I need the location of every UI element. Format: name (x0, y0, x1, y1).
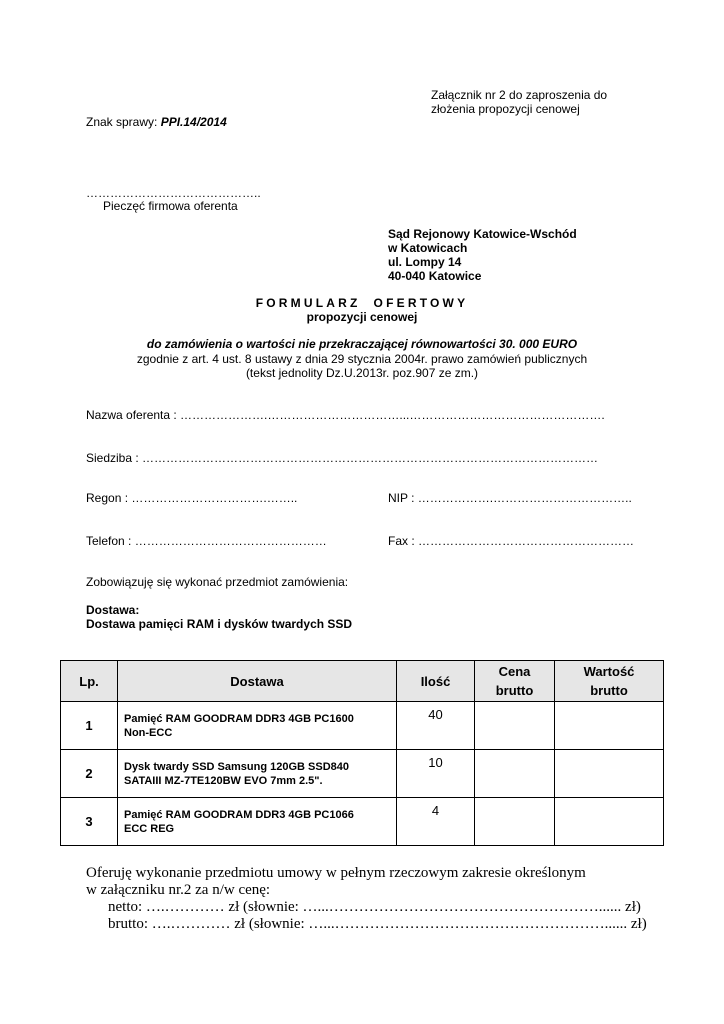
row-quantity: 40 (397, 702, 475, 750)
row-value-cell[interactable] (555, 702, 664, 750)
attachment-note-line2: złożenia propozycji cenowej (431, 102, 580, 116)
table-row (61, 702, 664, 750)
header-dostawa: Dostawa (118, 661, 397, 702)
row-description-line1: Pamięć RAM GOODRAM DDR3 4GB PC1600 (124, 712, 354, 725)
row-description-line1: Dysk twardy SSD Samsung 120GB SSD840 (124, 760, 349, 773)
offer-statement-line2: w załączniku nr.2 za n/w cenę: (86, 882, 271, 898)
row-price-cell[interactable] (475, 702, 555, 750)
form-subtitle: propozycji cenowej (306, 310, 418, 324)
gross-price-field[interactable]: brutto: ….………… zł (słownie: …...………………………………………………...... zł) (108, 916, 647, 932)
legal-basis-line1: zgodnie z art. 4 ust. 8 ustawy z dnia 29 stycznia 2004r. prawo zamówień publicznych (136, 352, 588, 366)
row-lp: 1 (61, 702, 118, 750)
table-row (61, 798, 664, 846)
bidder-name-field[interactable]: Nazwa oferenta : ………………….……………………………...…………………………………………. (86, 408, 605, 422)
regon-field[interactable]: Regon : …………………………….…….. (86, 491, 298, 505)
phone-field[interactable]: Telefon : ………………………………………… (86, 534, 327, 548)
row-description-line2: SATAIII MZ-7TE120BW EVO 7mm 2.5". (124, 774, 323, 787)
header-cena-line2: brutto (495, 683, 534, 698)
row-price-cell[interactable] (475, 798, 555, 846)
recipient-line3: ul. Lompy 14 (388, 255, 462, 269)
recipient-line4: 40-040 Katowice (388, 269, 482, 283)
row-description (118, 750, 397, 798)
stamp-label: Pieczęć firmowa oferenta (103, 199, 238, 213)
form-title: FORMULARZ OFERTOWY (255, 296, 469, 310)
offer-table (60, 660, 664, 846)
row-value-cell[interactable] (555, 798, 664, 846)
offer-statement-line1: Oferuję wykonanie przedmiotu umowy w pełnym rzeczowym zakresie określonym (86, 865, 586, 881)
recipient-line1: Sąd Rejonowy Katowice-Wschód (388, 227, 577, 241)
case-reference (86, 115, 227, 129)
legal-basis-line2: (tekst jednolity Dz.U.2013r. poz.907 ze zm.) (245, 366, 479, 380)
delivery-title: Dostawa pamięci RAM i dysków twardych SSD (86, 617, 353, 631)
row-lp: 3 (61, 798, 118, 846)
fax-field[interactable]: Fax : ……………………………………………… (388, 534, 635, 548)
case-number: PPI.14/2014 (160, 115, 227, 129)
row-lp: 2 (61, 750, 118, 798)
row-quantity: 4 (397, 798, 475, 846)
row-description-line1: Pamięć RAM GOODRAM DDR3 4GB PC1066 (124, 808, 354, 821)
row-price-cell[interactable] (475, 750, 555, 798)
row-description (118, 798, 397, 846)
row-description-line2: Non-ECC (124, 726, 173, 739)
row-value-cell[interactable] (555, 750, 664, 798)
header-wartosc-line2: brutto (590, 683, 628, 698)
header-ilosc: Ilość (397, 661, 475, 702)
delivery-label: Dostawa: (86, 603, 140, 617)
commitment-text: Zobowiązuję się wykonać przedmiot zamówienia: (86, 575, 349, 589)
net-price-field[interactable]: netto: ….………… zł (słownie: …...………………………………………………...... zł) (108, 899, 641, 915)
row-description (118, 702, 397, 750)
table-header-row (61, 661, 664, 702)
row-description-line2: ECC REG (124, 822, 175, 835)
header-cena-line1: Cena (498, 664, 531, 679)
row-quantity: 10 (397, 750, 475, 798)
value-threshold-line: do zamówienia o wartości nie przekraczającej równowartości 30. 000 EURO (146, 337, 578, 351)
recipient-line2: w Katowicach (388, 241, 468, 255)
case-label: Znak sprawy: (86, 115, 161, 129)
header-lp: Lp. (61, 661, 118, 702)
seat-field[interactable]: Siedziba : …………………………………………………………………………………………………… (86, 451, 599, 465)
stamp-placeholder: …………………………………….. (86, 186, 261, 200)
attachment-note-line1: Załącznik nr 2 do zaproszenia do (431, 88, 608, 102)
table-row (61, 750, 664, 798)
header-cena-brutto (475, 661, 555, 702)
nip-field[interactable]: NIP : ……………….…………………………….. (388, 491, 632, 505)
header-wartosc-brutto (555, 661, 664, 702)
header-wartosc-line1: Wartość (583, 664, 635, 679)
